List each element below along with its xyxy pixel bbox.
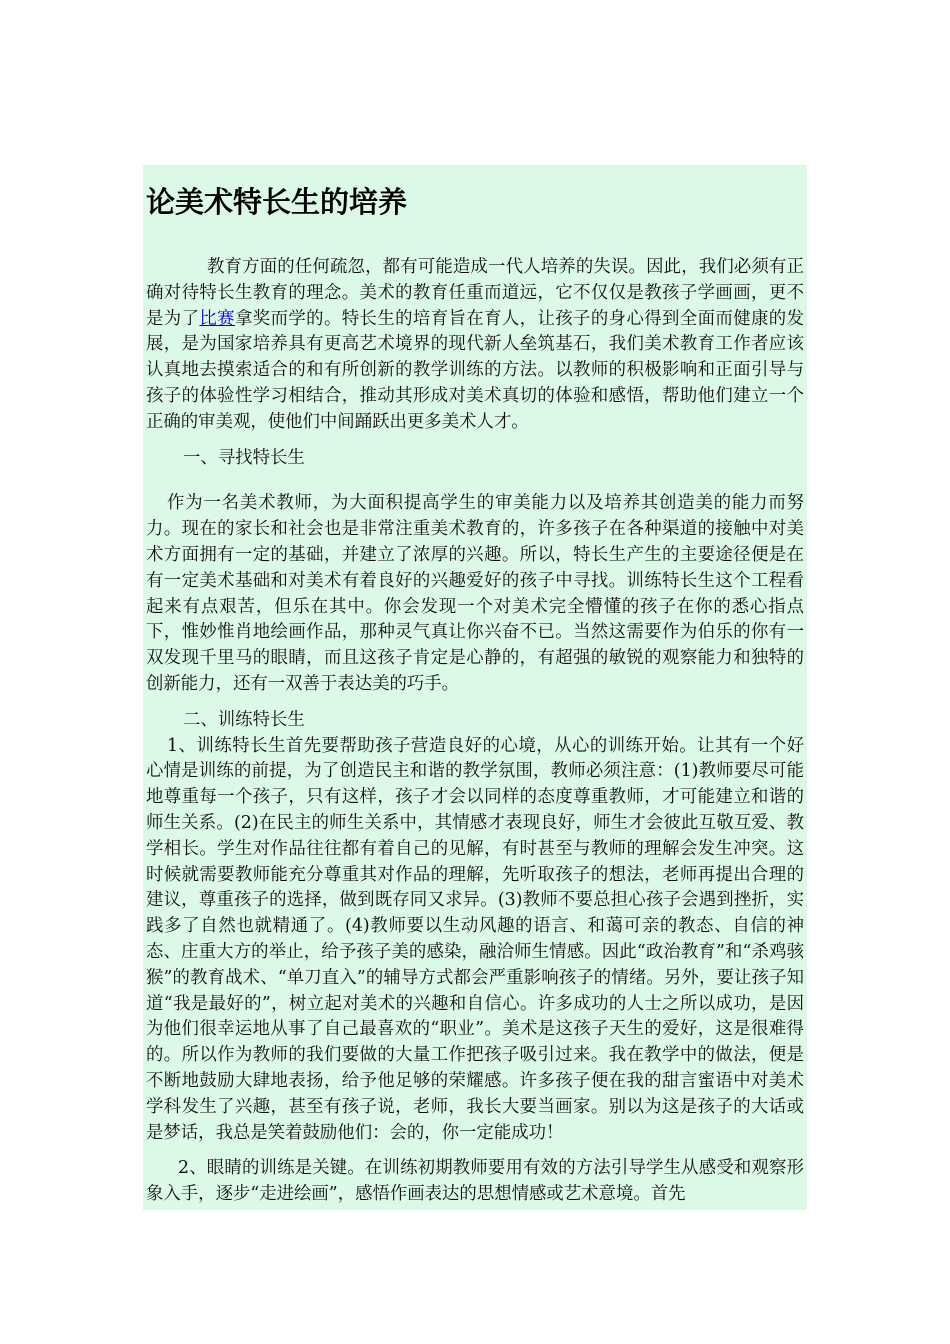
section-paragraph-find: 作为一名美术教师，为大面积提高学生的审美能力以及培养其创造美的能力而努力。现在的家长和社会也是非常注重美术教育的，许多孩子在各种渠道的接触中对美术方面拥有一定的基础，并建立了浓厚的兴趣。所以，特长生产生的主要途径便是在有一定美术基础和对美术有着良好的兴趣爱好的孩子中寻找。训练特长生这个工程看起来有点艰苦，但乐在其中。你会发现一个对美术完全懵懂的孩子在你的悉心指点下，惟妙惟肖地绘画作品，那种灵气真让你兴奋不已。当然这需要作为伯乐的你有一双发现千里马的眼睛，而且这孩子肯定是心静的，有超强的敏锐的观察能力和独特的创新能力，还有一双善于表达美的巧手。	[146, 493, 804, 694]
intro-text-before-link: 教育方面的任何疏忽，都有可能造成一代人培养的失误。因此，我们必须有正确对待特长生教育的理念。美术的教育任重而道远，它不仅仅是教孩子学画画，更不是为了	[146, 257, 804, 329]
section-paragraph-train-point-2: 2、眼睛的训练是关键。在训练初期教师要用有效的方法引导学生从感受和观察形象入手，逐步“走进绘画”，感悟作画表达的思想情感或艺术意境。首先	[146, 1158, 804, 1205]
competition-link[interactable]: 比赛	[199, 308, 235, 329]
section-heading-find: 一、寻找特长生	[183, 447, 305, 468]
section-heading-train: 二、训练特长生	[183, 709, 305, 730]
section-paragraph-train-point-1: 1、训练特长生首先要帮助孩子营造良好的心境，从心的训练开始。让其有一个好心情是训练的前提，为了创造民主和谐的教学氛围，教师必须注意：(1)教师要尽可能地尊重每一个孩子，只有这样，孩子才会以同样的态度尊重教师，才可能建立和谐的师生关系。(2)在民主的师生关系中，其情感才表现良好，师生才会彼此互敬互爱、教学相长。学生对作品往往都有着自己的见解，有时甚至与教师的理解会发生冲突。这时候就需要教师能充分尊重其对作品的理解，先听取孩子的想法，老师再提出合理的建议，尊重孩子的选择，做到既存同又求异。(3)教师不要总担心孩子会遇到挫折，实践多了自然也就精通了。(4)教师要以生动风趣的语言、和蔼可亲的教态、自信的神态、庄重大方的举止，给予孩子美的感染，融洽师生情感。因此“政治教育”和“杀鸡骇猴”的教育战术、“单刀直入”的辅导方式都会严重影响孩子的情绪。另外，要让孩子知道“我是最好的”，树立起对美术的兴趣和自信心。许多成功的人士之所以成功，是因为他们很幸运地从事了自己最喜欢的“职业”。美术是这孩子天生的爱好，这是很难得的。所以作为教师的我们要做的大量工作把孩子吸引过来。我在教学中的做法，便是不断地鼓励大肆地表扬，给予他足够的荣耀感。许多孩子便在我的甜言蜜语中对美术学科发生了兴趣，甚至有孩子说，老师，我长大要当画家。别以为这是孩子的大话或是梦话，我总是笑着鼓励他们：会的，你一定能成功！	[146, 735, 804, 1143]
document-title: 论美术特长生的培养	[146, 185, 408, 219]
intro-text-after-link: 拿奖而学的。特长生的培育旨在育人，让孩子的身心得到全面而健康的发展，是为国家培养具有更高艺术境界的现代新人垒筑基石，我们美术教育工作者应该认真地去摸索适合的和有所创新的教学训练的方法。以教师的积极影响和正面引导与孩子的体验性学习相结合，推动其形成对美术真切的体验和感悟，帮助他们建立一个正确的审美观，使他们中间踊跃出更多美术人才。	[146, 308, 804, 432]
intro-paragraph	[143, 255, 807, 436]
document-body	[143, 165, 807, 1210]
